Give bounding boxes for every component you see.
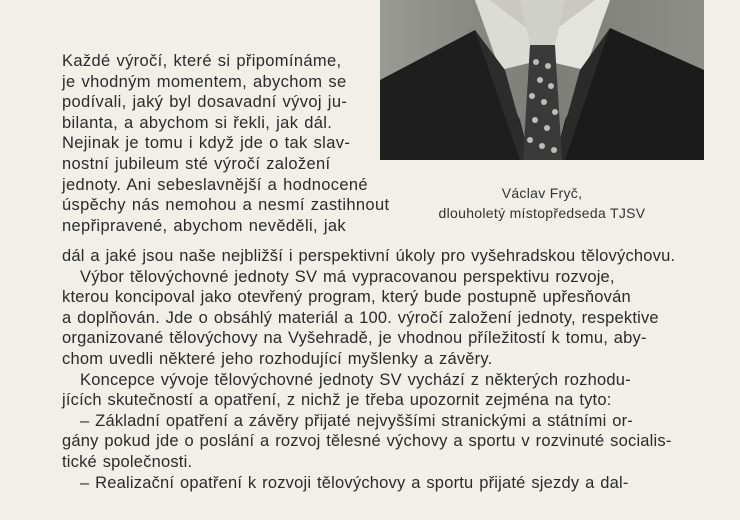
text-line: a doplňován. Jde o obsáhlý materiál a 100. výročí založení jednoty, respektive: [62, 308, 659, 327]
text-line: nepřipravené, abychom nevěděli, jak: [62, 216, 346, 235]
text-line: tické společnosti.: [62, 452, 193, 471]
text-line: nostní jubileum sté výročí založení: [62, 154, 331, 173]
text-line: Každé výročí, které si připomínáme,: [62, 52, 342, 70]
text-line: dál a jaké jsou naše nejbližší i perspektivní úkoly pro vyšehradskou tělovýchovu.: [62, 247, 676, 265]
text-line: jících skutečností a opatření, z nichž je třeba upozornit zejména na tyto:: [62, 391, 612, 410]
text-line: úspěchy nás nemohou a nesmí zastihnout: [62, 196, 390, 215]
text-line: organizované tělovýchovy na Vyšehradě, je vhodnou příležitostí k tomu, aby-: [62, 329, 647, 348]
text-line: podívali, jaký byl dosavadní vývoj ju-: [62, 93, 348, 112]
caption-name: Václav Fryč,: [501, 185, 583, 201]
left-column-text: [62, 51, 390, 236]
text-line: kterou koncipoval jako otevřený program, který bude postupně upřesňován: [62, 288, 631, 307]
caption-role: dlouholetý místopředseda TJSV: [438, 205, 646, 221]
text-line: Nejinak je tomu i když jde o tak slav-: [62, 134, 351, 153]
text-line: Koncepce vývoje tělovýchovné jednoty SV vychází z některých rozhodu-: [80, 370, 631, 389]
text-line: bilanta, a abychom si řekli, jak dál.: [62, 113, 333, 132]
text-line: jednoty. Ani sebeslavnější a hodnocené: [62, 175, 368, 194]
text-line: – Základní opatření a závěry přijaté nejvyššími stranickými a státními or-: [80, 411, 633, 430]
text-line: je vhodným momentem, abychom se: [62, 72, 347, 91]
text-line: – Realizační opatření k rozvoji tělovýchovy a sportu přijaté sjezdy a dal-: [80, 473, 629, 492]
text-line: chom uvedli některé jeho rozhodující myšlenky a závěry.: [62, 349, 493, 368]
text-line: gány pokud jde o poslání a rozvoj tělesné výchovy a sportu v rozvinuté socialis-: [62, 432, 672, 451]
photo-caption: [380, 183, 704, 223]
portrait-photo: [380, 0, 704, 160]
full-width-text: [62, 246, 722, 493]
text-line: Výbor tělovýchovné jednoty SV má vypracovanou perspektivu rozvoje,: [80, 267, 615, 286]
